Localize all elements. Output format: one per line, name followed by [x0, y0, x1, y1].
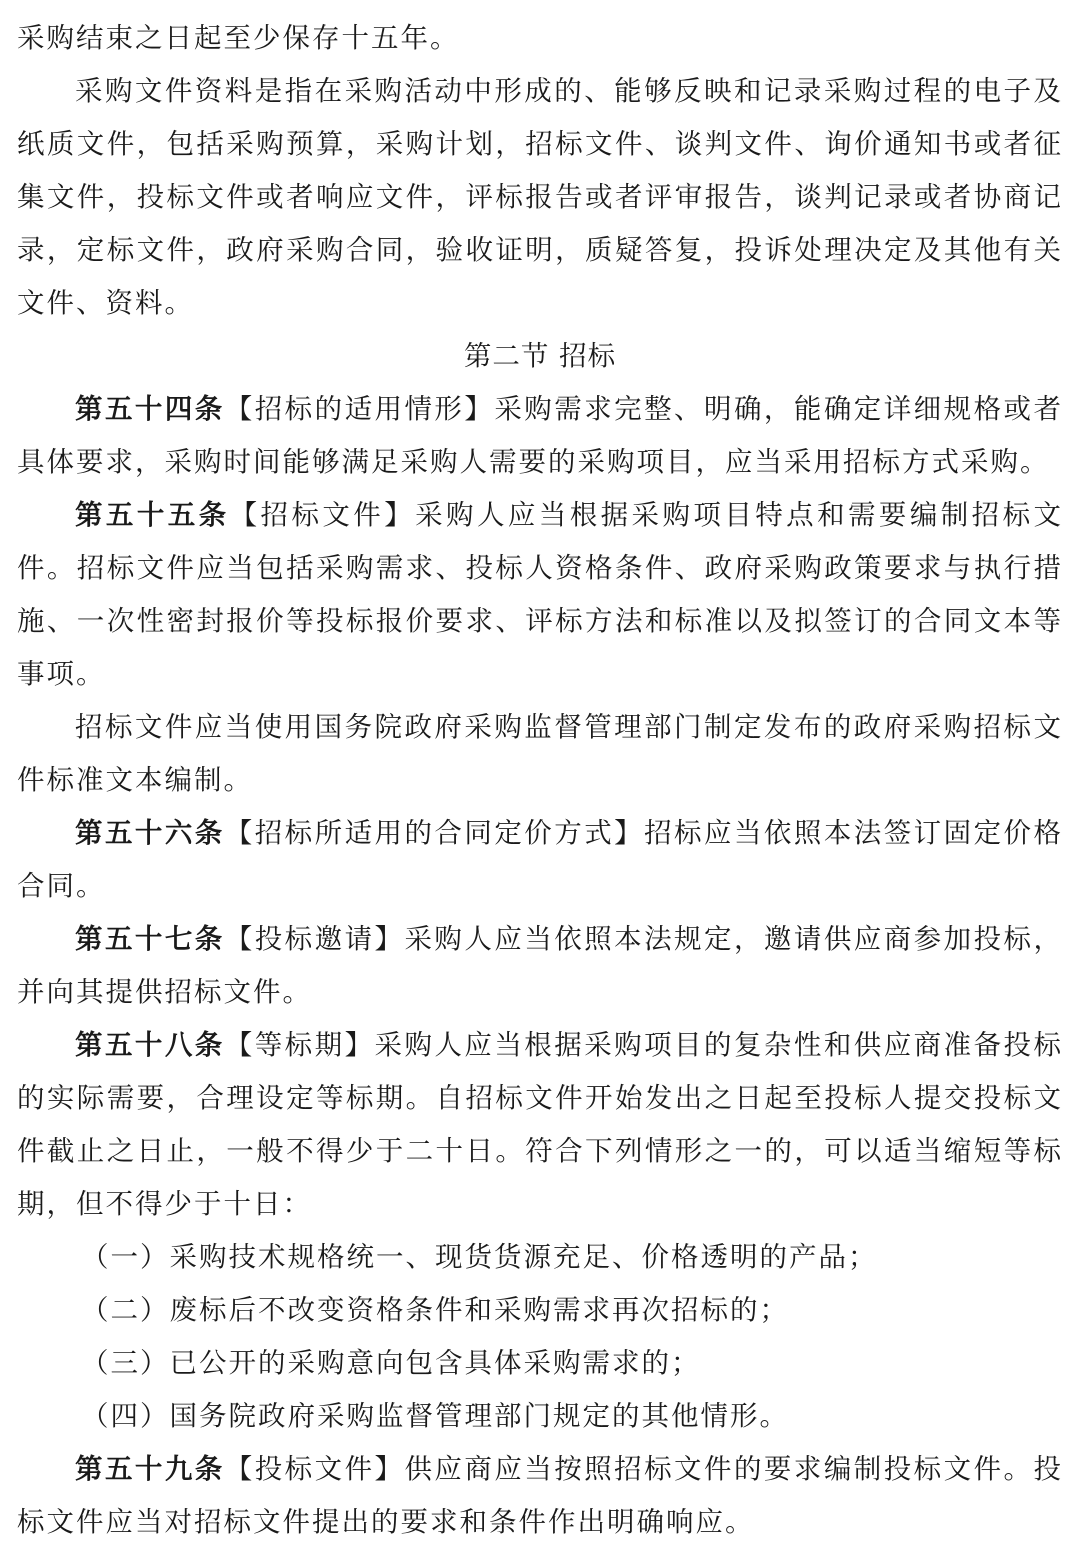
article-57	[17, 913, 1063, 1019]
article-text: 【投标文件】供应商应当按照招标文件的要求编制投标文件。投标文件应当对招标文件提出的要求和条件作出明确响应。	[17, 1453, 1063, 1538]
article-55	[17, 489, 1063, 701]
article-text: 【投标邀请】采购人应当依照本法规定，邀请供应商参加投标，并向其提供招标文件。	[17, 923, 1063, 1008]
article-text: 【等标期】采购人应当根据采购项目的复杂性和供应商准备投标的实际需要，合理设定等标期。自招标文件开始发出之日起至投标人提交投标文件截止之日止，一般不得少于二十日。符合下列情形之一的，可以适当缩短等标期，但不得少于十日：	[17, 1029, 1063, 1220]
article-number: 第五十四条	[75, 393, 225, 425]
article-number: 第五十五条	[75, 499, 230, 531]
article-number: 第五十六条	[75, 817, 225, 849]
list-item: （一）采购技术规格统一、现货货源充足、价格透明的产品；	[81, 1241, 878, 1273]
paragraph-procurement-files: 采购文件资料是指在采购活动中形成的、能够反映和记录采购过程的电子及纸质文件，包括采购预算，采购计划，招标文件、谈判文件、询价通知书或者征集文件，投标文件或者响应文件，评标报告或者评审报告，谈判记录或者协商记录，定标文件，政府采购合同，验收证明，质疑答复，投诉处理决定及其他有关文件、资料。	[17, 75, 1063, 319]
list-item: （三）已公开的采购意向包含具体采购需求的；	[81, 1347, 701, 1379]
article-58	[17, 1019, 1063, 1231]
article-number: 第五十九条	[75, 1453, 225, 1485]
article-56	[17, 807, 1063, 913]
section-title: 第二节 招标	[463, 340, 617, 372]
article-59	[17, 1443, 1063, 1549]
article-number: 第五十七条	[75, 923, 225, 955]
article-55-extra: 招标文件应当使用国务院政府采购监督管理部门制定发布的政府采购招标文件标准文本编制。	[17, 711, 1063, 796]
article-54	[17, 383, 1063, 489]
paragraph-retention: 采购结束之日起至少保存十五年。	[17, 22, 460, 54]
article-text: 【招标所适用的合同定价方式】招标应当依照本法签订固定价格合同。	[17, 817, 1063, 902]
list-item: （四）国务院政府采购监督管理部门规定的其他情形。	[81, 1400, 789, 1432]
list-item: （二）废标后不改变资格条件和采购需求再次招标的；	[81, 1294, 789, 1326]
document-page	[0, 12, 1080, 1540]
article-text: 【招标的适用情形】采购需求完整、明确，能确定详细规格或者具体要求，采购时间能够满足采购人需要的采购项目，应当采用招标方式采购。	[17, 393, 1063, 478]
article-text: 【招标文件】采购人应当根据采购项目特点和需要编制招标文件。招标文件应当包括采购需求、投标人资格条件、政府采购政策要求与执行措施、一次性密封报价等投标报价要求、评标方法和标准以及拟签订的合同文本等事项。	[17, 499, 1064, 690]
article-number: 第五十八条	[75, 1029, 225, 1061]
